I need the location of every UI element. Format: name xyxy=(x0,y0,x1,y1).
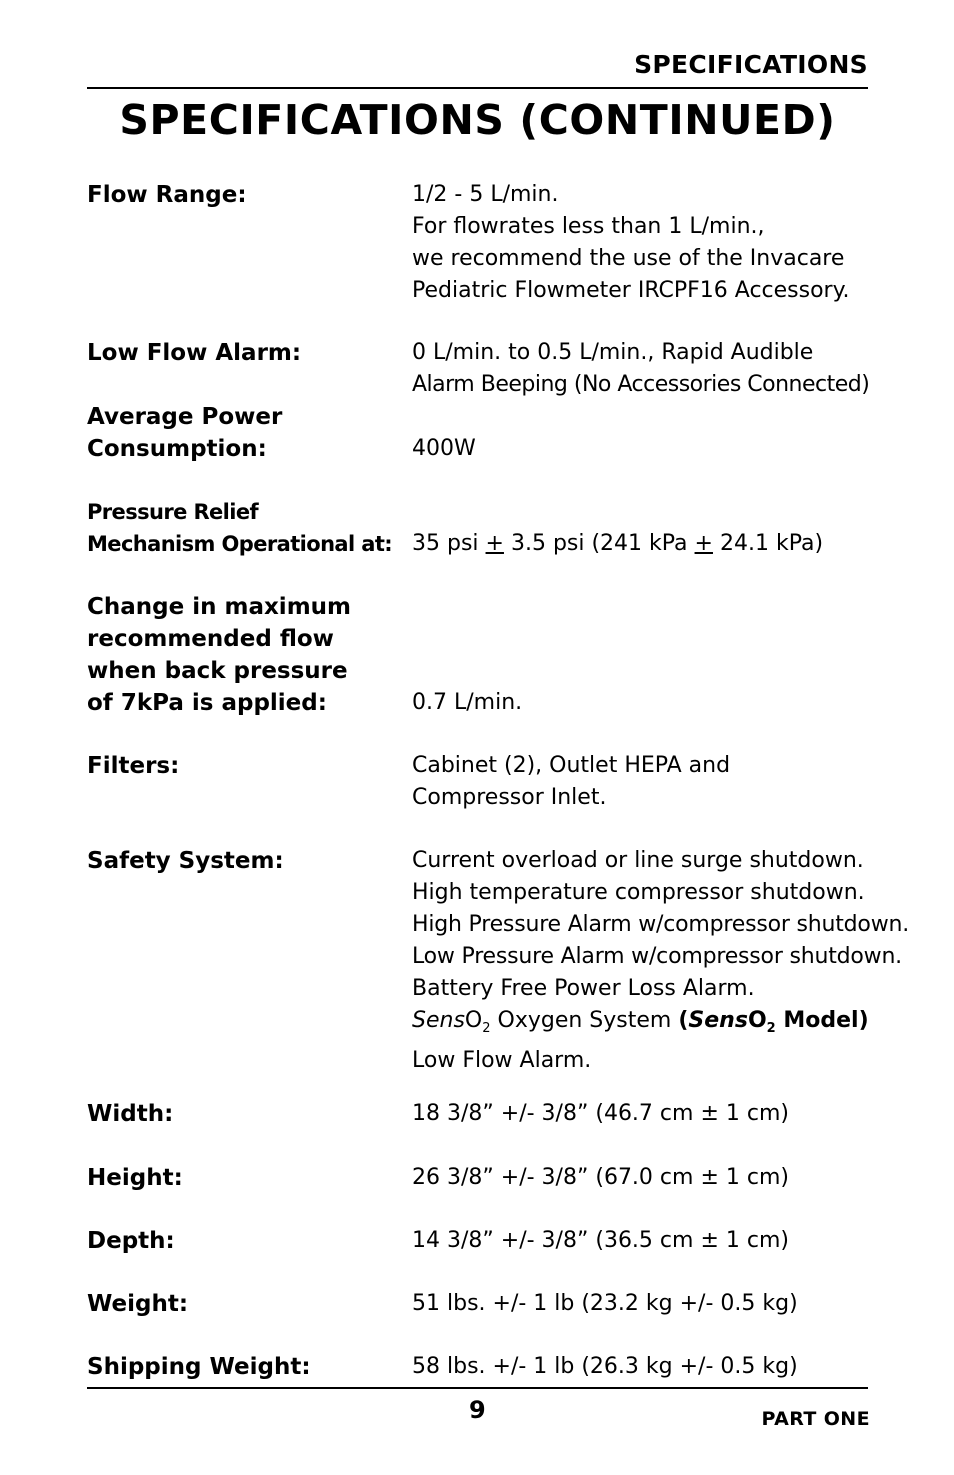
subscript: 2 xyxy=(482,1021,491,1036)
plus-minus-symbol: + xyxy=(485,531,504,556)
page-title: SPECIFICATIONS (CONTINUED) xyxy=(119,96,836,144)
spec-label xyxy=(87,591,351,719)
spec-value xyxy=(412,750,730,814)
value-line: 1/2 - 5 L/min. xyxy=(412,182,559,207)
value-line: we recommend the use of the Invacare xyxy=(412,246,845,271)
spec-value: 26 3/8” +/- 3/8” (67.0 cm ± 1 cm) xyxy=(412,1165,789,1190)
spec-value xyxy=(412,845,909,1077)
spec-label: Depth: xyxy=(87,1228,175,1254)
model-paren: ( xyxy=(678,1008,689,1033)
spec-value: 18 3/8” +/- 3/8” (46.7 cm ± 1 cm) xyxy=(412,1101,789,1126)
spec-label: Shipping Weight: xyxy=(87,1354,311,1380)
value-line: High temperature compressor shutdown. xyxy=(412,880,865,905)
spec-value: 400W xyxy=(412,436,476,461)
label-line: of 7kPa is applied: xyxy=(87,690,327,716)
spec-value xyxy=(412,337,869,401)
spec-value: 0.7 L/min. xyxy=(412,690,523,715)
value-text: Oxygen System xyxy=(490,1008,679,1033)
value-text: 3.5 psi (241 kPa xyxy=(503,531,695,556)
value-line: Low Pressure Alarm w/compressor shutdown. xyxy=(412,944,902,969)
spec-label: Width: xyxy=(87,1101,174,1127)
spec-label: Filters: xyxy=(87,753,180,779)
model-note xyxy=(678,1008,869,1036)
senso-line xyxy=(412,1005,909,1045)
spec-label: Low Flow Alarm: xyxy=(87,340,302,366)
spec-value xyxy=(412,528,823,560)
spec-label: Weight: xyxy=(87,1291,189,1317)
label-line: Mechanism Operational at: xyxy=(87,532,393,556)
value-text: 35 psi xyxy=(412,531,486,556)
spec-value: 51 lbs. +/- 1 lb (23.2 kg +/- 0.5 kg) xyxy=(412,1291,798,1316)
footer-part-label: PART ONE xyxy=(761,1408,870,1430)
spec-label: Flow Range: xyxy=(87,182,247,208)
value-line: Current overload or line surge shutdown. xyxy=(412,848,864,873)
brand-sens: Sens xyxy=(688,1008,748,1033)
spec-value: 14 3/8” +/- 3/8” (36.5 cm ± 1 cm) xyxy=(412,1228,789,1253)
brand-o: O xyxy=(464,1008,483,1033)
value-line: Battery Free Power Loss Alarm. xyxy=(412,976,755,1001)
brand-o: O xyxy=(747,1008,767,1033)
value-line: 0 L/min. to 0.5 L/min., Rapid Audible xyxy=(412,340,814,365)
value-line: Pediatric Flowmeter IRCPF16 Accessory. xyxy=(412,278,850,303)
model-text: Model) xyxy=(775,1008,869,1033)
label-line: Change in maximum xyxy=(87,594,351,620)
header-rule xyxy=(87,87,868,89)
value-line: Low Flow Alarm. xyxy=(412,1048,592,1073)
spec-label: Safety System: xyxy=(87,848,284,874)
spec-label xyxy=(87,496,392,560)
brand-sens: Sens xyxy=(412,1008,465,1033)
value-line: High Pressure Alarm w/compressor shutdown. xyxy=(412,912,910,937)
value-line: Alarm Beeping (No Accessories Connected) xyxy=(412,372,870,397)
page-number: 9 xyxy=(469,1396,486,1424)
footer-rule xyxy=(87,1387,868,1389)
spec-value: 58 lbs. +/- 1 lb (26.3 kg +/- 0.5 kg) xyxy=(412,1354,798,1379)
label-line: when back pressure xyxy=(87,658,348,684)
label-line: Pressure Relief xyxy=(87,500,259,524)
spec-label: Height: xyxy=(87,1165,183,1191)
label-line: Consumption: xyxy=(87,436,267,462)
spec-label xyxy=(87,401,282,465)
value-text: 24.1 kPa) xyxy=(712,531,824,556)
value-line: Compressor Inlet. xyxy=(412,785,607,810)
subscript: 2 xyxy=(766,1021,776,1036)
value-line: For flowrates less than 1 L/min., xyxy=(412,214,765,239)
running-header: SPECIFICATIONS xyxy=(634,50,868,79)
label-line: recommended flow xyxy=(87,626,334,652)
value-line: Cabinet (2), Outlet HEPA and xyxy=(412,753,731,778)
spec-value xyxy=(412,179,849,307)
label-line: Average Power xyxy=(87,404,283,430)
plus-minus-symbol: + xyxy=(694,531,713,556)
